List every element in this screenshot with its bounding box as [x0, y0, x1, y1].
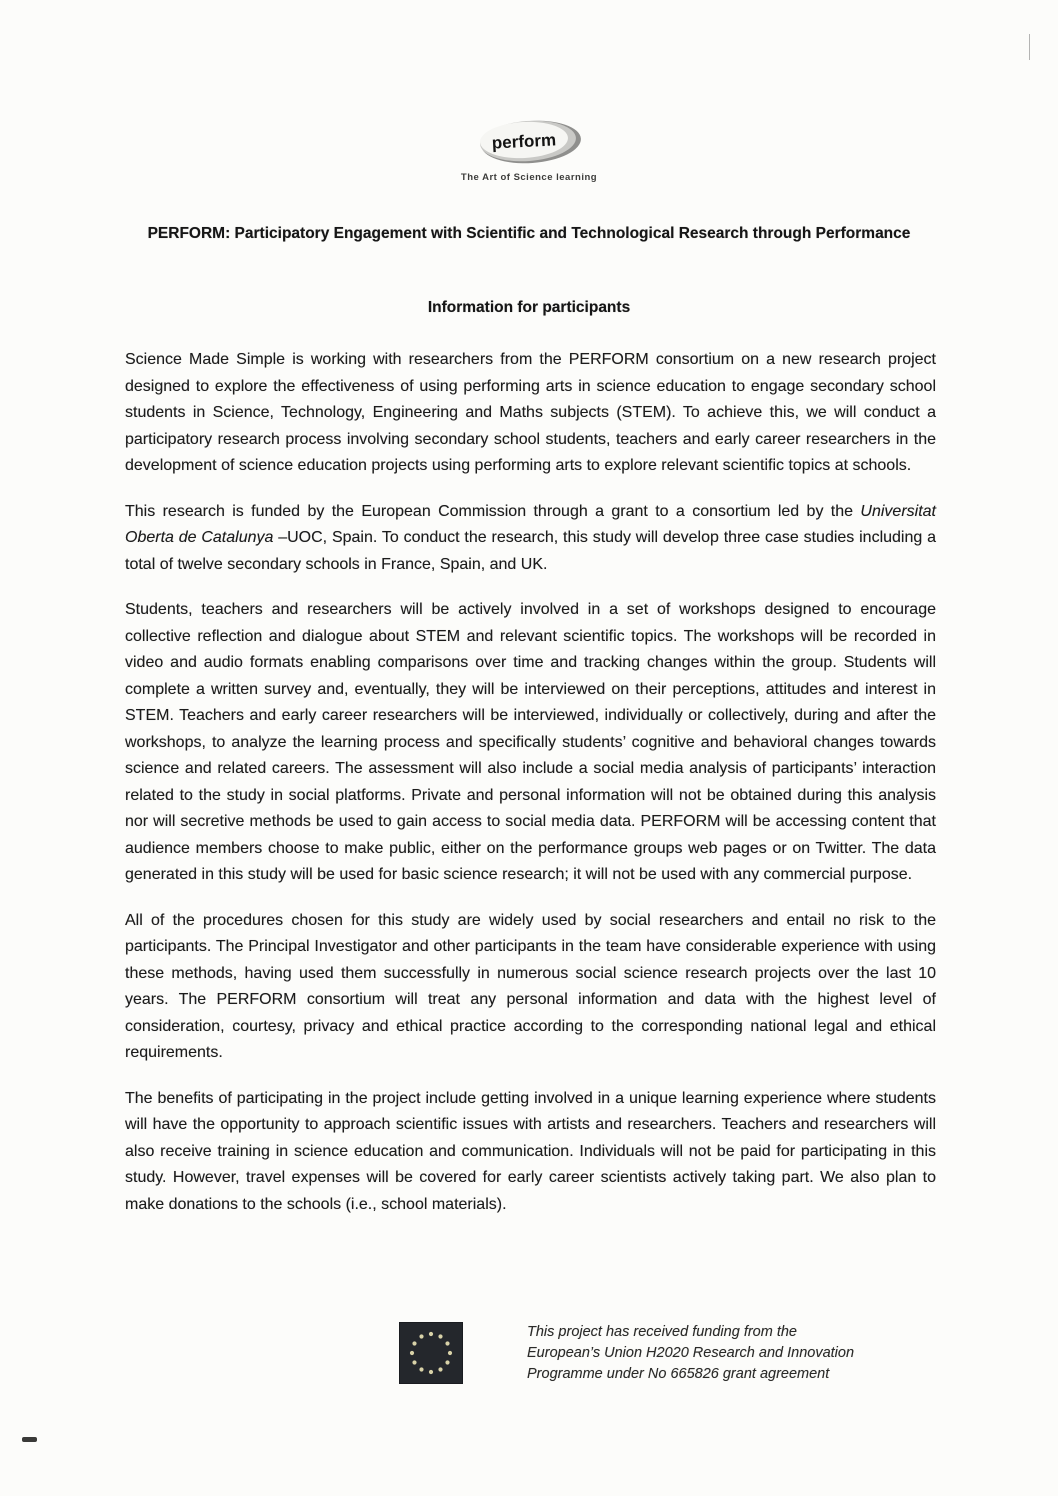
document-title: PERFORM: Participatory Engagement with Scientific and Technological Research through Performance: [147, 225, 911, 242]
funding-line-1: This project has received funding from the: [527, 1324, 797, 1340]
eu-flag-icon: [399, 1322, 463, 1384]
funding-footer: [399, 1322, 854, 1385]
funding-line-3: Programme under No 665826 grant agreement: [527, 1366, 830, 1382]
eu-flag-stars: [400, 1323, 462, 1383]
paragraph-1: Science Made Simple is working with researchers from the PERFORM consortium on a new research project designed to explore the effectiveness of using performing arts in science education to engage secondary school students in Science, Technology, Engineering and Maths subjects (STEM). To achieve this, we will conduct a participatory research process involving secondary school students, teachers and early career researchers in the development of science education projects using performing arts to explore relevant scientific topics at schools.: [125, 351, 936, 474]
logo-tagline: The Art of Science learning: [460, 172, 598, 183]
section-heading: Information for participants: [427, 299, 631, 316]
document-body: [125, 347, 936, 1218]
paragraph-2-rest: –UOC, Spain. To conduct the research, this study will develop three case studies including a total of twelve secondary schools in France, Spain, and UK.: [125, 529, 936, 573]
logo-wordmark: perform: [491, 130, 557, 153]
perform-logo-icon: [469, 116, 589, 168]
scan-artifact-line: [1029, 34, 1030, 60]
institution-name: Universitat Oberta de Catalunya: [125, 502, 936, 546]
funding-line-2: European’s Union H2020 Research and Innovation: [527, 1345, 855, 1361]
paragraph-4: All of the procedures chosen for this study are widely used by social researchers and entail no risk to the participants. The Principal Investigator and other participants in the team have considerable experience with using these methods, having used them successfully in numerous social science research projects over the last 10 years. The PERFORM consortium will treat any personal information and data with the highest level of consideration, courtesy, privacy and ethical practice according to the corresponding national legal and ethical requirements.: [125, 911, 936, 1061]
paragraph-3: Students, teachers and researchers will be actively involved in a set of workshops designed to encourage collective reflection and dialogue about STEM and relevant scientific topics. The workshops will be recorded in video and audio formats enabling comparisons over time and tracking changes within the group. Students will complete a written survey and, eventually, they will be interviewed on their perceptions, attitudes and interest in STEM. Teachers and early career researchers will be interviewed, individually or collectively, during and after the workshops, to analyze the learning process and specifically students’ cognitive and behavioral changes towards science and related careers. The assessment will also include a social media analysis of participants’ interaction related to the study in social platforms. Private and personal information will not be obtained during this analysis nor will secretive methods be used to gain access to social media data. PERFORM will be accessing content that audience members choose to make public, either on the performance groups web pages or on Twitter. The data generated in this study will be used for basic science research; it will not be used with any commercial purpose.: [125, 601, 936, 883]
paragraph-5: The benefits of participating in the project include getting involved in a unique learning experience where students will have the opportunity to approach scientific issues with artists and researchers. Teachers and researchers will also receive training in science education and communication. Individuals will not be paid for participating in this study. However, travel expenses will be covered for early career scientists actively taking part. We also plan to make donations to the schools (i.e., school materials).: [125, 1089, 936, 1213]
scan-artifact-dash: [22, 1437, 37, 1442]
paragraph-2: [125, 499, 936, 579]
paragraph-2-lead: This research is funded by the European Commission through a grant to a consortium led by the: [125, 502, 861, 520]
funding-statement: [527, 1322, 854, 1385]
perform-logo: [0, 0, 1058, 183]
